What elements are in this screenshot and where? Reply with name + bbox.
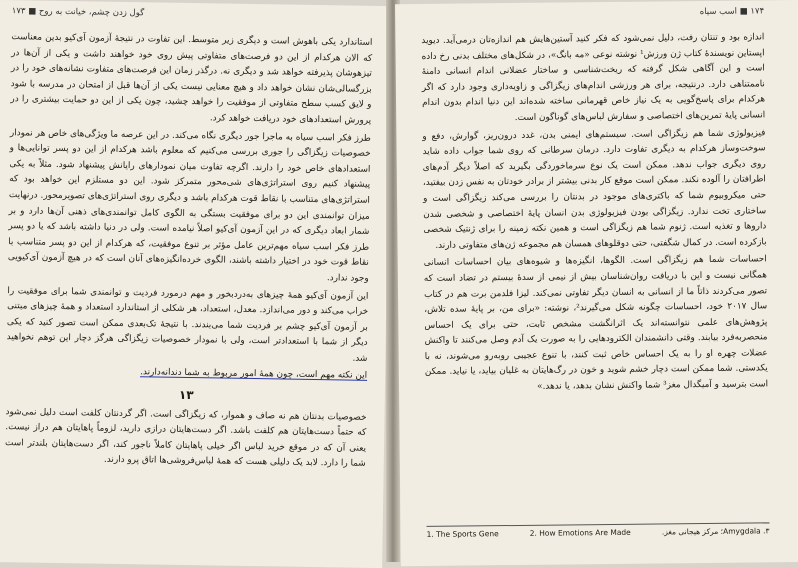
left-page xyxy=(0,0,391,568)
section-number: ۱۳ xyxy=(178,387,194,403)
paragraph: خصوصیات بدنتان هم نه صاف و هموار، که زیگزاگی است. اگر گردنتان کلفت است دلیل نمی‌شود که حتماً دست‌هایتان هم کلفت باشد. اگر دست‌هایتان درازی دارید، لزوماً پاهایتان هم دراز نیست. یعنی آن که در موقع خرید لباس اگر خیلی پاهایتان کاملاً ناجور کند، اگر دست‌هایتان بلندتر است شما را دارد. لابد یک دلیلی هست که همهٔ لباس‌فروشی‌ها اتاق پرو دارند. xyxy=(4,406,367,470)
paragraph: استاندارد یکی باهوش است و دیگری زیر متوسط. این تفاوت در نتیجهٔ آزمون آی‌کیو بدین معناست که الان هرکدام از این دو فرصت‌های متفاوتی پیش روی خود خواهند داشت و یکی از آن‌ها در تیزهوشان پذیرفته خواهد شد و دیگری نه. درگذر زمان این فرصت‌های متفاوت نشانه‌های خود را در بزرگسالی‌شان نشان خواهد داد و هیچ معنایی نیست یکی از آن‌ها قبل از امتحان در مدرسه با شود و لایق کسب سطح متفاوتی از موفقیت را خواهد چشید، چون یکی از این دو حمایت بیشتری را در پرورش استعدادهای خود دریافت خواهد کرد. xyxy=(10,32,373,126)
footnote: 2. How Emotions Are Made xyxy=(529,527,631,538)
footnotes xyxy=(426,522,769,539)
right-page xyxy=(395,0,798,566)
running-header: ۱۷۴ ■ اسب سیاه xyxy=(699,6,765,18)
footnote: ۳. Amygdala؛ مرکز هیجانی مغز. xyxy=(661,526,770,537)
paragraph: فیزیولوژی شما هم زیگزاگی است. سیستم‌های ایمنی بدن، غدد درون‌ریز، گوارش، دفع و سوخت‌وساز هرکدام به دیگری تفاوت دارد. درمان سرطانی که روی شما جواب داده شاید روی دیگری جواب ندهد. ممکن است یک نوع سرماخوردگی بگیرید که اصلاً دیگر آدم‌های اطرافتان را آلوده نکند. ممکن است موقع کار بدنی بیشتر از برادر خودتان به نفس زدن بیفتید، حتی میکروبیوم شما که باکتری‌های موجود در بدنتان را بررسی می‌کند زیگزاگی است و ساختاری تخت ندارد. زیگزاگی بودن فیزیولوژی بدن انسان پایهٔ اختصاصی و شخصی شدن داروها و تغذیه است. ژنوم شما هم زیگزاگی است و همین نکته زمینه را برای ژنتیک شخصی بازکرده است. در کمال شگفتی، حتی دوقلوهای همسان هم مجموعه ژن‌های متفاوتی دارند. xyxy=(422,127,767,251)
footnote: 1. The Sports Gene xyxy=(426,529,499,539)
running-header: گول زدن چشم، خیانت به روح ■ ۱۷۳ xyxy=(11,6,145,19)
left-page-body xyxy=(5,30,373,475)
paragraph: طرز فکر اسب سیاه به ماجرا جور دیگری نگاه می‌کند. در این عرصه ما ویژگی‌های خاص هر نمودار خصوصیات زیگزاگی را جوری بررسی می‌کنیم که معلوم باشد هرکدام از این دو پسر توانایی‌ها و استعدادهای خاص خود را دارند. اگرچه تفاوت میان نمودارهای رایانش پیشنهاد شود. مثلاً به یکی پیشنهاد کنیم روی استراتژی‌های شی‌محور متمرکز شود. این دو مستلزم این خواهد بود که استراتژی‌های متناسب با نقاط قوت هرکدام باشد و دیگری روی استراتژی‌های تصویرمحور. درنهایت میزان توانمندی این دو برای موفقیت بستگی به الگوی کامل توانمندی‌های ذهنی آن‌ها دارد و بر شمار ابعاد دیگری که در این آزمون آی‌کیو اصلاً نیامده است. ولی در دنیا داشته باشد که یا دو پسر طرز فکر اسب سیاه مهم‌ترین عامل مؤثر بر تنوع موفقیت، که هرکدام از این دو پسر متناسب با نقاط قوت خود در اختیار داشته باشند، الگوی خرده‌انگیزه‌های آنان است که در هیچ آزمون آی‌کیویی وجود ندارد. xyxy=(7,127,371,284)
paragraph: احساسات شما هم زیگزاگی است. الگوها، انگیزه‌ها و شیوه‌های بیان احساسات انسانی همگانی نیست و این با دریافت روان‌شناسان بیش از نیمی از سدهٔ بیستم در تضاد است که تصور می‌کردند ذاتاً ما از انسانی به انسان دیگر تفاوتی نمی‌کند. لیزا فلدمن برت هم در کتاب سال ۲۰۱۷ خود، احساسات چگونه شکل می‌گیرند²، نوشته: «برای من، بر پایهٔ سده تلاش، پژوهش‌های علمی نتوانسته‌اند یک اثرانگشت مشخص ثابت، حتی برای یک احساس منحصربه‌فرد بیابند. وقتی دانشمندان الکترودهایی را به صورت یک آدم وصل می‌کنند تا واکنش عضلات چهره او را به یک احساس خاص ثبت کنند، با تنوع عجیبی روبه‌رو می‌شوند، نه با یکدستی. شما ممکن است دچار خشم شوید و خون در رگ‌هایتان به غلیان بیاید، یا نیاید. ممکن است بترسید و آمیگدال مغز³ شما واکنش نشان بدهد، یا ندهد.» xyxy=(423,254,769,392)
paragraph: این آزمون آی‌کیو همهٔ چیزهای به‌دردبخور و مهم درمورد فردیت و توانمندی شما برای موفقیت را خراب می‌کند و دور می‌اندازد. معدل، استعداد، هر شکلی از استاندارد استعداد و همهٔ چیزهای مبتنی بر آزمون آی‌کیو چشم بر فردیت شما می‌بندند. با نتیجهٔ تک‌بعدی ممکن است تصور کنید که یکی دیگر از شما با استعدادتر است، ولی با نمودار خصوصیات زیگزاگی هرگز دچار این توهم نخواهید شد. xyxy=(6,285,369,364)
paragraph: اندازه بود و تنتان رفت، دلیل نمی‌شود که فکر کنید آستین‌هایش هم اندازه‌تان درمی‌آید. دیوید اپستاین نویسندهٔ کتاب ژن ورزش¹ نوشته نوعی «مه بانگ»، در شکل‌های مختلف بدنی رخ داده است و این آگاهی شکل گرفته که ریخت‌شناسی و ساختار عضلانی اندام انسانی دامنهٔ ناممتناهی دارد. درنتیجه، برای هر ورزشی اندام‌های زیگزاگی و زاویه‌داری وجود دارد که اگر هرکدام برای پاسخ‌گویی به یک نیاز خاص قهرمانی ساخته شده‌اند این دنیا اندام بدون اندام انسانی پایهٔ تمرین‌های اختصاصی و سفارش لباس‌های گوناگون است. xyxy=(421,32,766,123)
right-page-body xyxy=(421,30,768,398)
paragraph: این نکته مهم است، چون همهٔ امور مربوط به شما دندانه‌دارند. xyxy=(140,367,368,382)
